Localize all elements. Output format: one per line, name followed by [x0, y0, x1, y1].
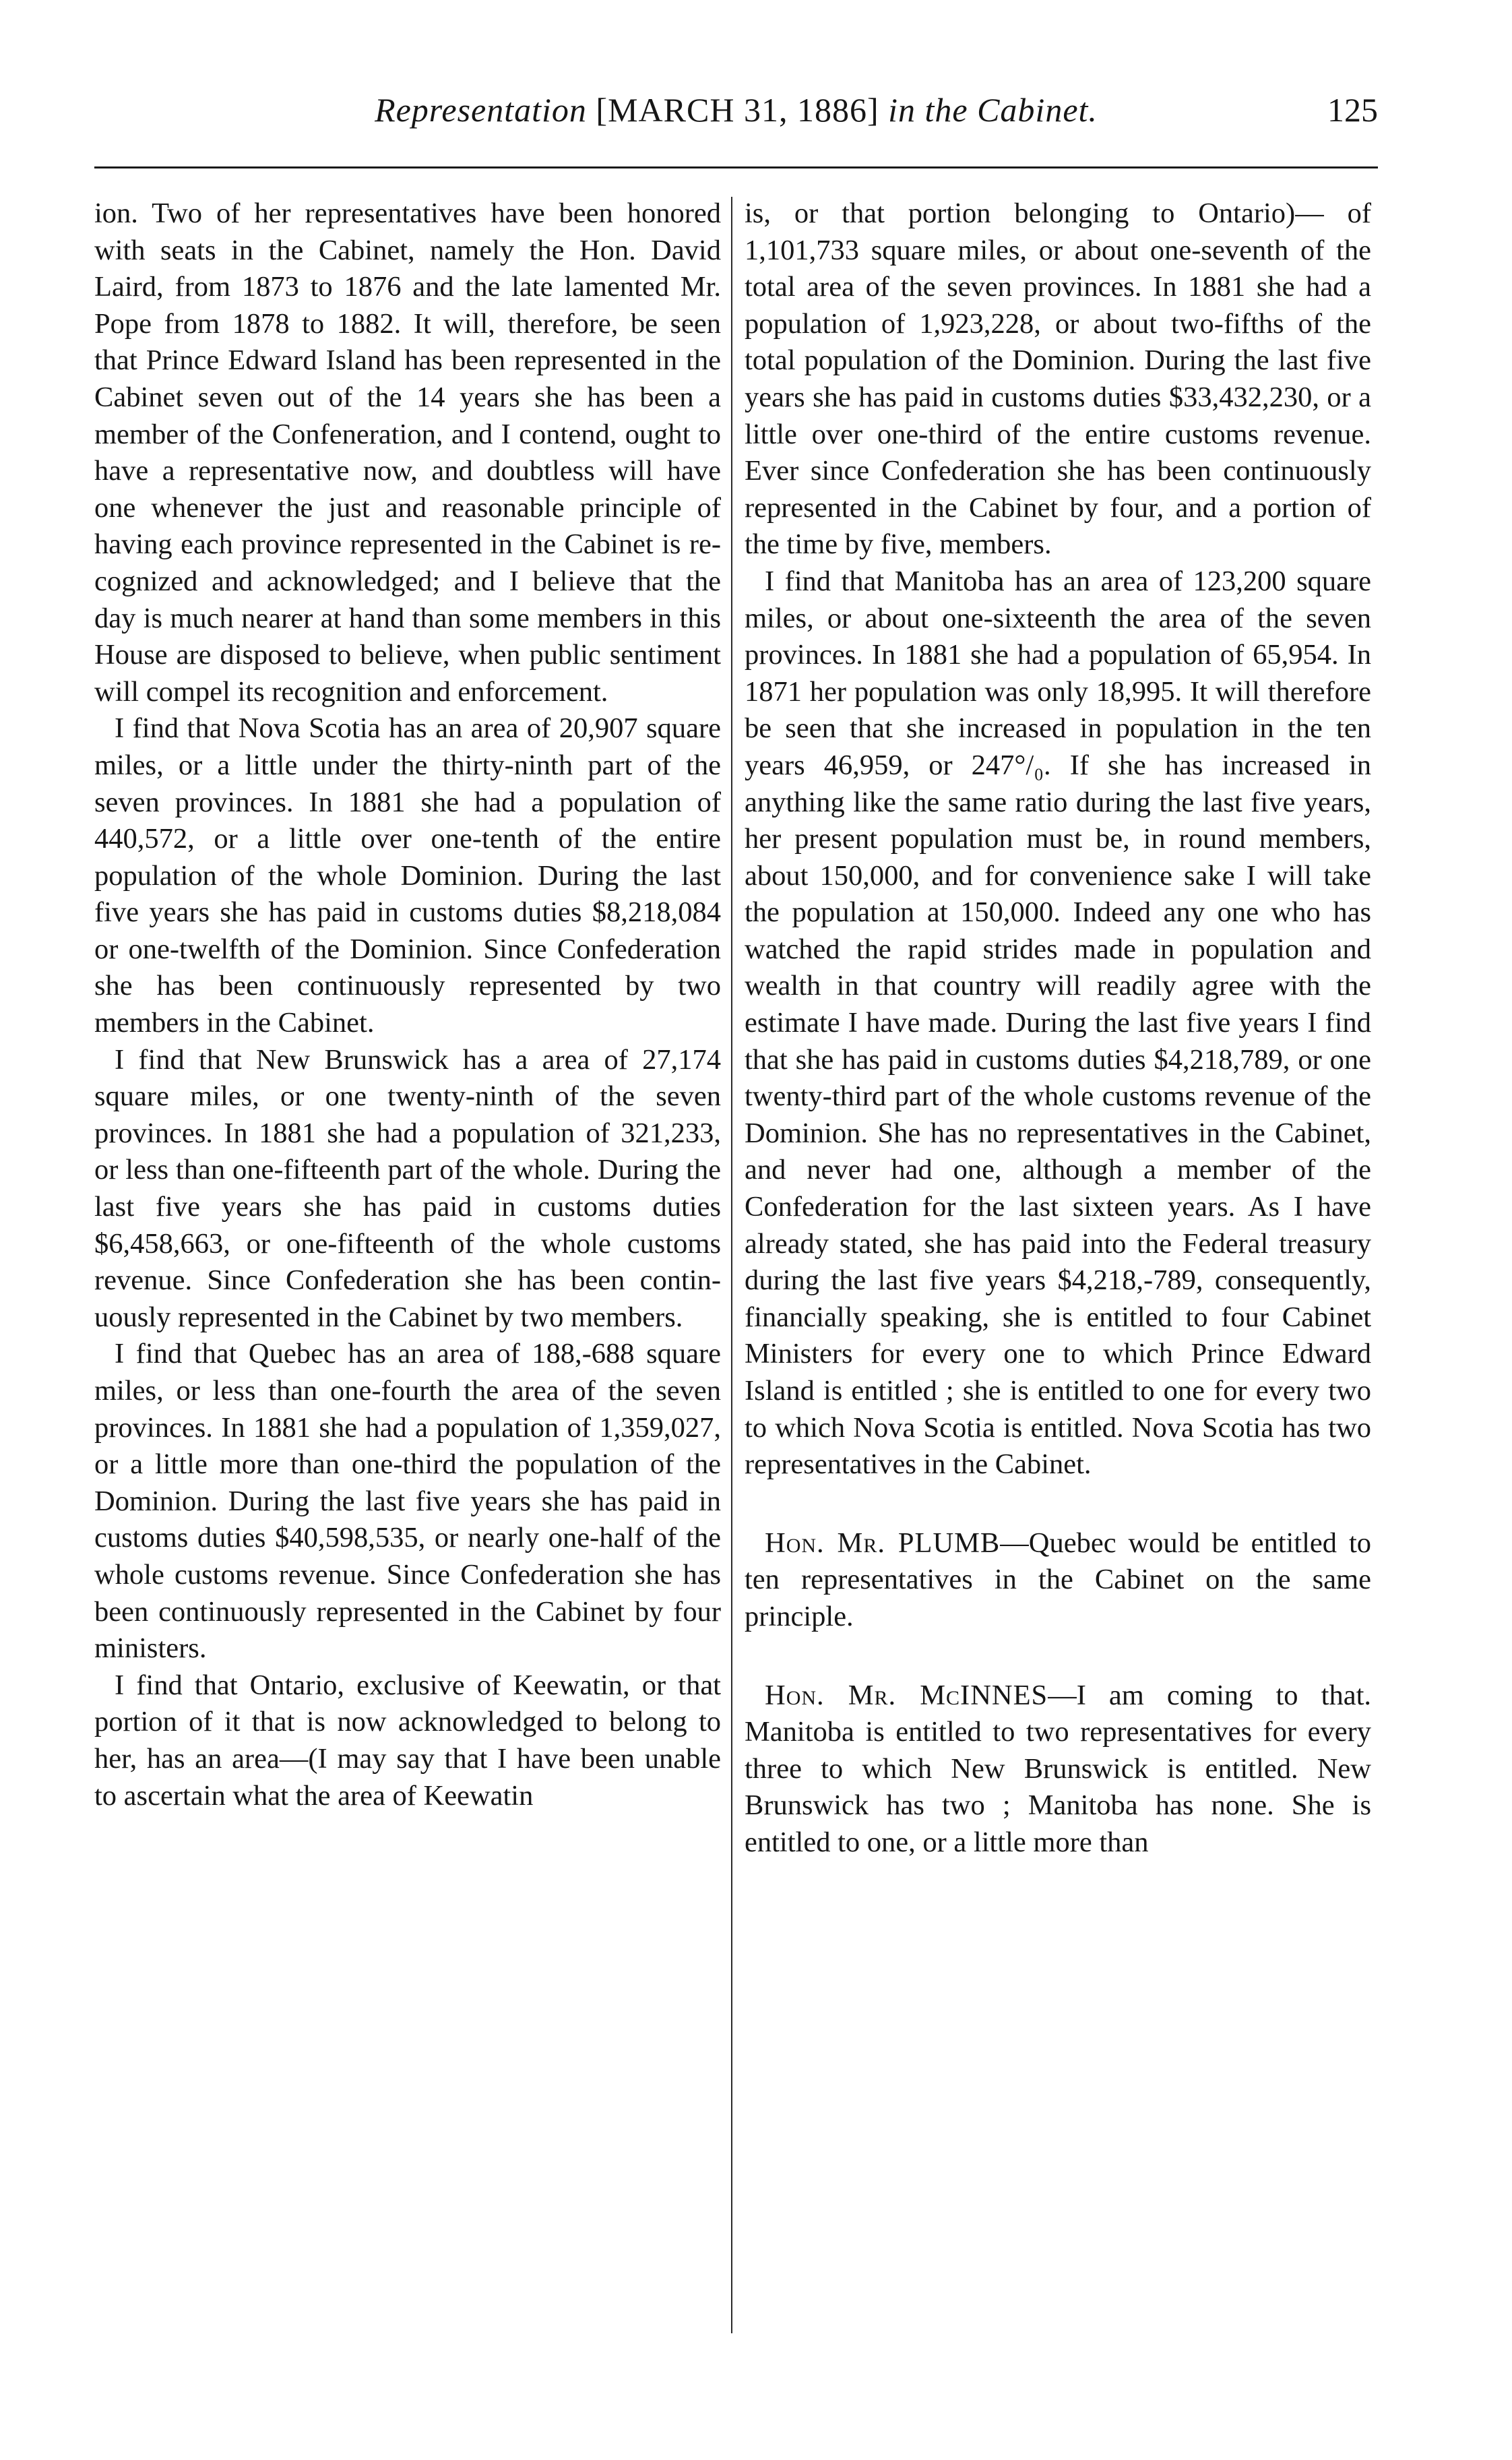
header-rule	[94, 166, 1378, 168]
left-paragraph-2: I find that Nova Scotia has an area of 20,907 square miles, or a little under the thirty-ninth part of the seven provinces. In 1881 she had a population of 440,572, or a little over one-tenth of the entire population of the whole Dominion. During the last five years she has paid in customs duties $8,218,084 or one-twelfth of the Dominion. Since Confederation she has been continuously represented by two members in the Cabinet.	[94, 712, 721, 1039]
page-number: 125	[1327, 91, 1378, 129]
speech-plumb: —Quebec would be entitled to ten representatives in the Cabinet on the same principle.	[745, 1527, 1371, 1632]
left-paragraph-5: I find that Ontario, exclusive of Keewatin, or that portion of it that is now acknowledged to belong to her, has an area—(I may say that I have been unable to ascertain what the area of Keewatin	[94, 1669, 721, 1812]
speaker-plumb: Hon. Mr. PLUMB	[765, 1527, 1001, 1559]
left-column	[94, 195, 721, 1814]
speaker-mcinnes: Hon. Mr. McINNES	[765, 1679, 1048, 1711]
right-paragraph-4	[745, 1678, 1371, 1862]
right-paragraph-2: I find that Manitoba has an area of 123,200 square miles, or about one-sixteenth the area of the seven provinces. In 1881 she had a population of 65,954. In 1871 her population was only 18,995. It will therefore be seen that she increased in population in the ten years 46,959, or 247°/₀. If she has increased in anything like the same ratio during the last five years, her present population must be, in round members, about 150,000, and for convenience sake I will take the population at 150,000. Indeed any one who has watched the rapid strides made in population and wealth in that country will readily agree with the estimate I have made. During the last five years I find that she has paid in customs duties $4,218,789, or one twenty-third part of the whole customs revenue of the Dominion. She has no representatives in the Cabinet, and never had one, although a member of the Confederation for the last sixteen years. As I have already stated, she has paid into the Federal treasury during the last five years $4,218,-789, consequently, financially speaking, she is entitled to four Cabinet Ministers for every one to which Prince Edward Island is entitled ; she is entitled to one for every two to which Nova Scotia is entitled. Nova Scotia has two representatives in the Cabinet.	[745, 565, 1371, 1481]
speech-mcinnes: —I am coming to that. Manitoba is entitled to two representatives for every three to which New Brunswick is entitled. New Brunswick has two ; Manitoba has none. She is entitled to one, or a little more than	[745, 1679, 1371, 1858]
running-head-title-left: Representation	[375, 91, 587, 129]
running-head-title	[94, 86, 1378, 133]
running-head-date: [MARCH 31, 1886]	[596, 91, 879, 129]
running-head-title-right: in the Cabinet.	[888, 91, 1098, 129]
right-column	[745, 195, 1371, 1862]
running-head	[94, 86, 1378, 133]
right-paragraph-1: is, or that portion belonging to Ontario)— of 1,101,733 square miles, or about one-seventh of the total area of the seven provinces. In 1881 she had a population of 1,923,228, or about two-fifths of the total population of the Dominion. During the last five years she has paid in customs duties $33,432,230, or a little over one-third of the entire customs revenue. Ever since Confederation she has been continuously represented in the Cabinet by four, and a portion of the time by five, members.	[745, 197, 1371, 561]
left-paragraph-3: I find that New Brunswick has a area of 27,174 square miles, or one twenty-ninth of the seven provinces. In 1881 she had a population of 321,233, or less than one-fifteenth part of the whole. During the last five years she has paid in customs duties $6,458,663, or one-fifteenth of the whole customs revenue. Since Confederation she has been continuously represented in the Cabinet by two members.	[94, 1043, 721, 1333]
column-divider	[731, 197, 732, 2333]
left-paragraph-4: I find that Quebec has an area of 188,-688 square miles, or less than one-fourth the area of the seven provinces. In 1881 she had a population of 1,359,027, or a little more than one-third the population of the Dominion. During the last five years she has paid in customs duties $40,598,535, or nearly one-half of the whole customs revenue. Since Confederation she has been continuously represented in the Cabinet by four ministers.	[94, 1338, 721, 1665]
left-paragraph-1: ion. Two of her representatives have been honored with seats in the Cabinet, namely the Hon. David Laird, from 1873 to 1876 and the late lamented Mr. Pope from 1878 to 1882. It will, therefore, be seen that Prince Edward Island has been represented in the Cabinet seven out of the 14 years she has been a member of the Confeneration, and I contend, ought to have a representative now, and doubtless will have one whenever the just and reasonable principle of having each province represented in the Cabinet is recognized and acknowledged; and I believe that the day is much nearer at hand than some members in this House are disposed to believe, when public sentiment will compel its recognition and enforcement.	[94, 197, 721, 708]
right-paragraph-3	[745, 1525, 1371, 1636]
